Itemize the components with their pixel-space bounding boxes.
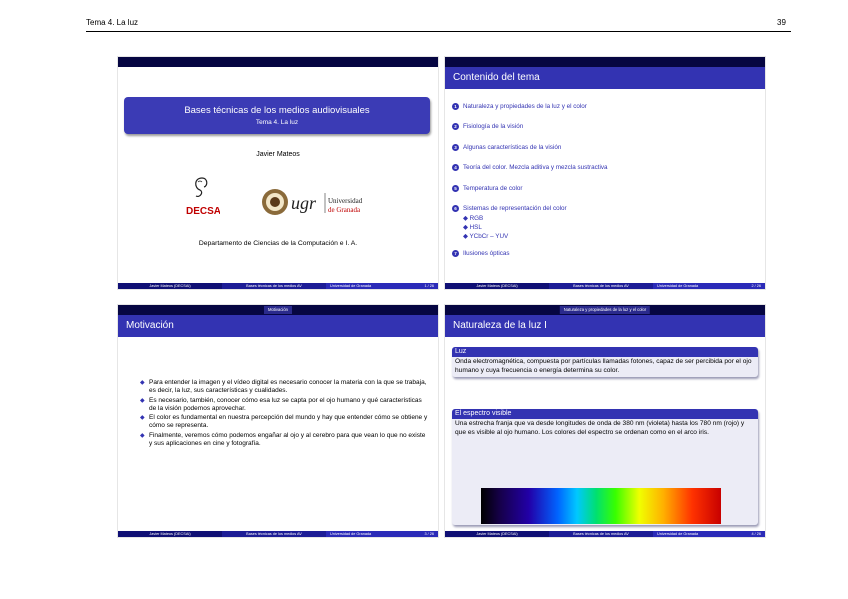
toc-item-label: Ilusiones ópticas	[463, 250, 510, 257]
visible-spectrum-image	[481, 488, 721, 524]
page-header: Tema 4. La luz	[86, 18, 139, 27]
number-badge: 4	[452, 164, 459, 171]
toc-item-label: Fisiología de la visión	[463, 123, 524, 130]
footer-university: Universidad de Granada	[657, 532, 699, 536]
footer-university: Universidad de Granada	[330, 532, 372, 536]
slide-footer	[118, 531, 438, 537]
toc-item-label: Naturaleza y propiedades de la luz y el color	[463, 102, 587, 110]
toc-subitem[interactable]	[463, 223, 758, 232]
svg-text:ugr: ugr	[291, 193, 317, 213]
slide-topbar	[445, 305, 765, 315]
footer-course: Bases técnicas de los medios AV	[222, 531, 326, 537]
department: Departamento de Ciencias de la Computación e I. A.	[198, 240, 358, 247]
toc-subitem[interactable]	[463, 232, 758, 241]
diamond-bullet-icon: ◆	[140, 380, 145, 386]
number-badge: 6	[452, 205, 459, 212]
list-item	[140, 414, 430, 431]
header-rule	[86, 31, 791, 32]
toc-item[interactable]	[452, 122, 758, 132]
author-name: Javier Mateos	[256, 151, 300, 158]
slide-title: Contenido del tema	[445, 67, 765, 89]
bullet-text: Finalmente, veremos cómo podemos engañar al ojo y al cerebro para que vean lo que no existe y sus aplicaciones en cine y fotografía.	[149, 431, 426, 448]
footer-page: 2 / 26	[751, 284, 761, 288]
slide-1	[117, 56, 439, 290]
footer-university: Universidad de Granada	[330, 284, 372, 288]
bullet-text: Para entender la imagen y el vídeo digital es necesario conocer la materia con la que se trabaja, es decir, la luz, sus características y cualidades.	[149, 379, 427, 395]
ugr-logo-text-2: de Granada	[328, 206, 361, 214]
toc-item-label: Sistemas de representación del color	[463, 205, 567, 212]
slide-topbar	[445, 57, 765, 67]
page-number: 39	[777, 18, 786, 27]
footer-page: 4 / 26	[751, 532, 761, 536]
slide-title: Motivación	[118, 315, 438, 337]
number-badge: 5	[452, 185, 459, 192]
number-badge: 2	[452, 123, 459, 130]
bullet-text: El color es fundamental en nuestra percepción del mundo y hay que entender cómo se obtiene y cómo se representa.	[149, 414, 428, 430]
footer-course: Bases técnicas de los medios AV	[549, 283, 653, 289]
section-tab: Naturaleza y propiedades de la luz y el color	[560, 306, 650, 314]
presentation-subtitle: Tema 4. La luz	[255, 119, 299, 126]
decsai-logo	[184, 174, 220, 218]
footer-university: Universidad de Granada	[657, 284, 699, 288]
block-text: Onda electromagnética, compuesta por partículas llamadas fotones, capaz de ser percibida por el ojo humano y cuya frecuencia o energía determina su color.	[455, 358, 752, 374]
diamond-bullet-icon: ◆	[140, 415, 145, 422]
footer-page: 1 / 26	[424, 284, 434, 288]
toc-item[interactable]	[452, 183, 758, 193]
toc-item-label: Algunas características de la visión	[463, 143, 562, 151]
toc-subitem[interactable]	[463, 214, 758, 223]
bullet-list	[140, 379, 430, 449]
list-item	[140, 379, 430, 396]
slide-footer	[445, 283, 765, 289]
footer-course: Bases técnicas de los medios AV	[549, 531, 653, 537]
list-item	[140, 432, 430, 449]
toc-item-label: Teoría del color. Mezcla aditiva y mezcla sustractiva	[463, 164, 608, 171]
slide-footer	[118, 283, 438, 289]
block-title: Luz	[452, 347, 758, 357]
diamond-bullet-icon: ◆	[140, 397, 145, 404]
definition-block	[452, 347, 758, 377]
footer-page: 3 / 26	[424, 532, 434, 536]
table-of-contents	[452, 101, 758, 269]
diamond-bullet-icon: ◆	[463, 214, 470, 222]
slide-4	[444, 304, 766, 538]
toc-subitem-label: YCbCr – YUV	[469, 232, 509, 240]
toc-item[interactable]	[452, 249, 758, 259]
footer-author: Javier Mateos (DECSAI)	[445, 531, 549, 537]
slide-footer	[445, 531, 765, 537]
diamond-bullet-icon: ◆	[140, 432, 145, 439]
slide-topbar	[118, 57, 438, 67]
slide-3	[117, 304, 439, 538]
spectrum-block	[452, 409, 758, 525]
number-badge: 7	[452, 250, 459, 257]
presentation-title: Bases técnicas de los medios audiovisuales	[184, 105, 370, 116]
block-text: Una estrecha franja que va desde longitudes de onda de 380 nm (violeta) hasta los 780 nm (rojo) y que es visible al ojo humano. Los colores del espectro se ordenan como en el arco iris.	[455, 420, 745, 436]
bullet-text: Es necesario, también, conocer cómo esa luz se capta por el ojo humano y qué características de la visión podemos aprovechar.	[149, 396, 422, 412]
footer-author: Javier Mateos (DECSAI)	[118, 531, 222, 537]
block-title: El espectro visible	[452, 409, 758, 419]
decsai-logo-text: DECS	[186, 206, 214, 217]
ugr-logo-text-1: Universidad	[328, 197, 363, 205]
number-badge: 1	[452, 103, 459, 110]
number-badge: 3	[452, 144, 459, 151]
ugr-logo	[261, 187, 377, 217]
footer-author: Javier Mateos (DECSAI)	[118, 283, 222, 289]
toc-subitem-label: RGB	[469, 214, 484, 222]
slide-title: Naturaleza de la luz I	[445, 315, 765, 337]
diamond-bullet-icon: ◆	[463, 223, 470, 231]
toc-item-label: Temperatura de color	[463, 184, 523, 192]
toc-item[interactable]	[452, 163, 758, 173]
slide-topbar	[118, 305, 438, 315]
footer-course: Bases técnicas de los medios AV	[222, 283, 326, 289]
toc-subitem-label: HSL	[469, 223, 482, 231]
list-item	[140, 397, 430, 414]
diamond-bullet-icon: ◆	[463, 232, 470, 240]
slide-2	[444, 56, 766, 290]
toc-item[interactable]	[452, 142, 758, 152]
section-tab: Motivación	[264, 306, 292, 314]
title-box	[124, 97, 430, 134]
footer-author: Javier Mateos (DECSAI)	[445, 283, 549, 289]
toc-item[interactable]	[452, 204, 758, 214]
toc-item[interactable]	[452, 101, 758, 111]
